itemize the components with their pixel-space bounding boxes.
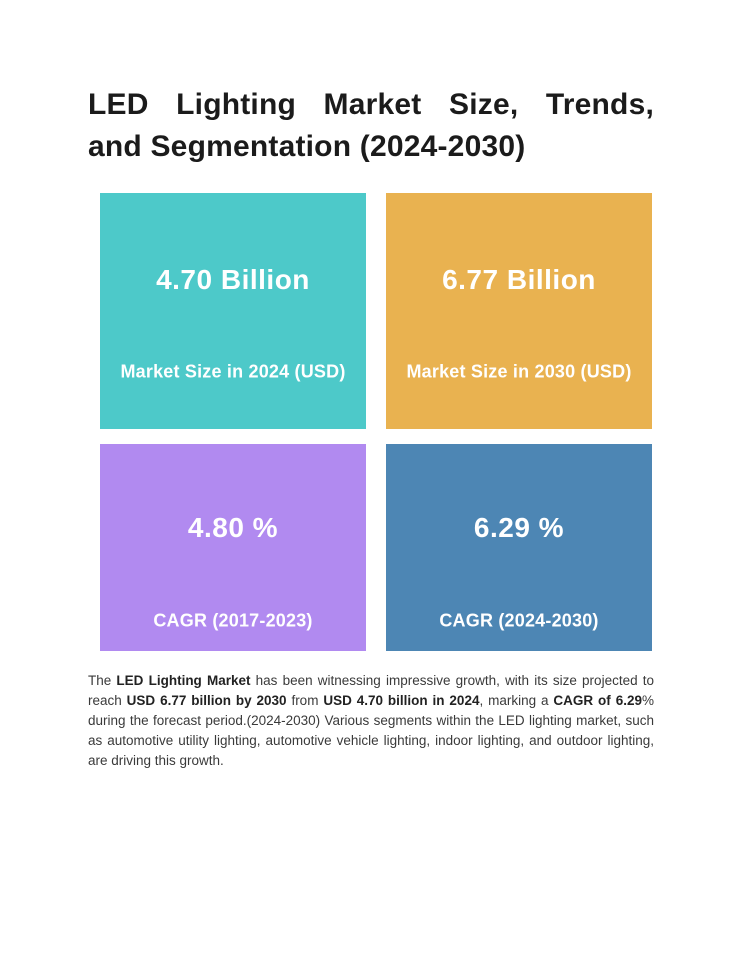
- summary-text-segment: , marking a: [479, 693, 554, 708]
- summary-bold-segment: CAGR of 6.29: [553, 693, 642, 708]
- summary-paragraph: [88, 671, 654, 771]
- summary-bold-segment: LED Lighting Market: [116, 673, 251, 688]
- summary-bold-segment: USD 4.70 billion in 2024: [323, 693, 480, 708]
- stat-label: CAGR (2024-2030): [439, 610, 599, 631]
- stat-value: 4.80 %: [187, 511, 279, 543]
- stat-label: CAGR (2017-2023): [153, 610, 313, 631]
- stat-label: Market Size in 2030 (USD): [406, 361, 632, 382]
- stat-card-0: [100, 193, 366, 429]
- stat-value: 4.70 Billion: [156, 264, 310, 296]
- summary-text-segment: has been witnessing impressive growth, with its size projected to reach: [88, 673, 655, 708]
- stat-value: 6.29 %: [473, 511, 565, 543]
- page-title-line1: LED Lighting Market Size, Trends,: [88, 88, 654, 121]
- summary-text-segment: from: [286, 693, 324, 708]
- stat-card-3: [386, 444, 652, 651]
- stat-label: Market Size in 2024 (USD): [120, 361, 346, 382]
- stat-card-1: [386, 193, 652, 429]
- summary-bold-segment: USD 6.77 billion by 2030: [126, 693, 287, 708]
- page-title: [88, 84, 654, 168]
- stat-card-2: [100, 444, 366, 651]
- page-title-line2: and Segmentation (2024-2030): [88, 130, 526, 163]
- stats-grid: [100, 193, 652, 651]
- summary-text-segment: The: [88, 673, 117, 688]
- summary-text-segment: % during the forecast period.(2024-2030) Various segments within the LED lighting market, such as automotive utility lighting, automotive vehicle lighting, indoor lighting, and outdoor lighting, are driving this growth.: [88, 693, 654, 768]
- stat-value: 6.77 Billion: [442, 264, 596, 296]
